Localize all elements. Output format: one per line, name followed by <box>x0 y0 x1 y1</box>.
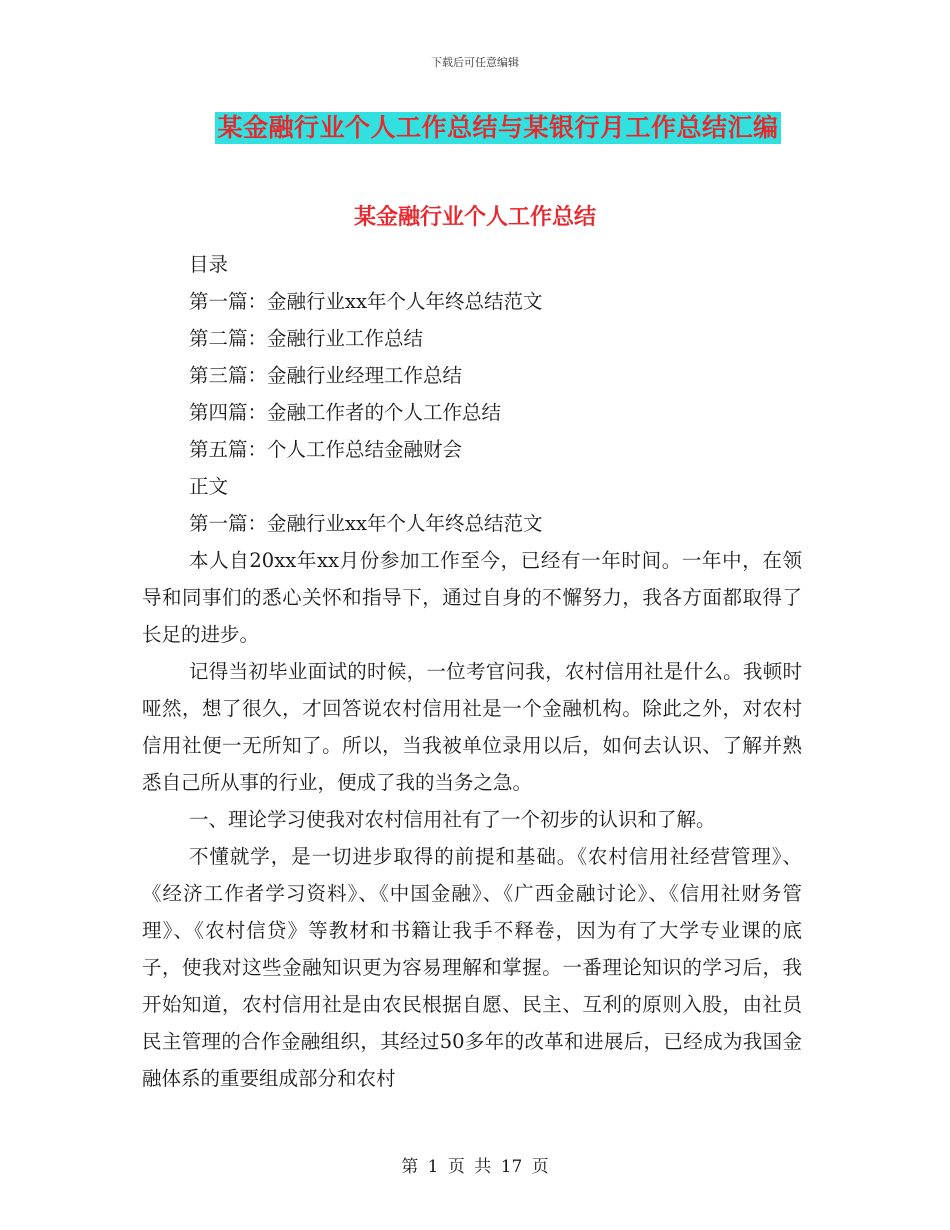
section-heading: 一、理论学习使我对农村信用社有了一个初步的认识和了解。 <box>189 808 716 831</box>
toc-item: 第三篇：金融行业经理工作总结 <box>189 364 463 387</box>
toc-item: 第二篇：金融行业工作总结 <box>189 327 424 350</box>
toc-item: 第四篇：金融工作者的个人工作总结 <box>189 401 502 424</box>
toc-heading: 目录 <box>189 253 229 276</box>
toc-item: 第五篇：个人工作总结金融财会 <box>189 438 463 461</box>
page-footer: 第 1 页 共 17 页 <box>401 1157 549 1177</box>
paragraph: 记得当初毕业面试的时候，一位考官问我，农村信用社是什么。我顿时哑然，想了很久，才回答说农村信用社是一个金融机构。除此之外，对农村信用社便一无所知了。所以，当我被单位录用以后，如何去认识、了解并熟悉自己所从事的行业，便成了我的当务之急。 <box>142 660 802 794</box>
header-note: 下载后可任意编辑 <box>431 56 519 69</box>
paragraph: 本人自20xx年xx月份参加工作至今，已经有一年时间。一年中，在领导和同事们的悉心关怀和指导下，通过自身的不懈努力，我各方面都取得了长足的进步。 <box>142 549 802 646</box>
article-title: 第一篇：金融行业xx年个人年终总结范文 <box>189 512 543 535</box>
paragraph: 不懂就学，是一切进步取得的前提和基础。《农村信用社经营管理》、《经济工作者学习资料》、《中国金融》、《广西金融讨论》、《信用社财务管理》、《农村信贷》等教材和书籍让我手不释卷，因为有了大学专业课的底子，使我对这些金融知识更为容易理解和掌握。一番理论知识的学习后，我开始知道，农村信用社是由农民根据自愿、民主、互利的原则入股，由社员民主管理的合作金融组织，其经过50多年的改革和进展后，已经成为我国金融体系的重要组成部分和农村 <box>142 845 802 1090</box>
document-body <box>142 246 802 1097</box>
sub-title: 某金融行业个人工作总结 <box>353 204 596 230</box>
main-title-container <box>0 112 950 144</box>
main-title: 某金融行业个人工作总结与某银行月工作总结汇编 <box>217 113 779 142</box>
toc-item: 第一篇：金融行业xx年个人年终总结范文 <box>189 290 543 313</box>
body-heading: 正文 <box>189 475 229 498</box>
